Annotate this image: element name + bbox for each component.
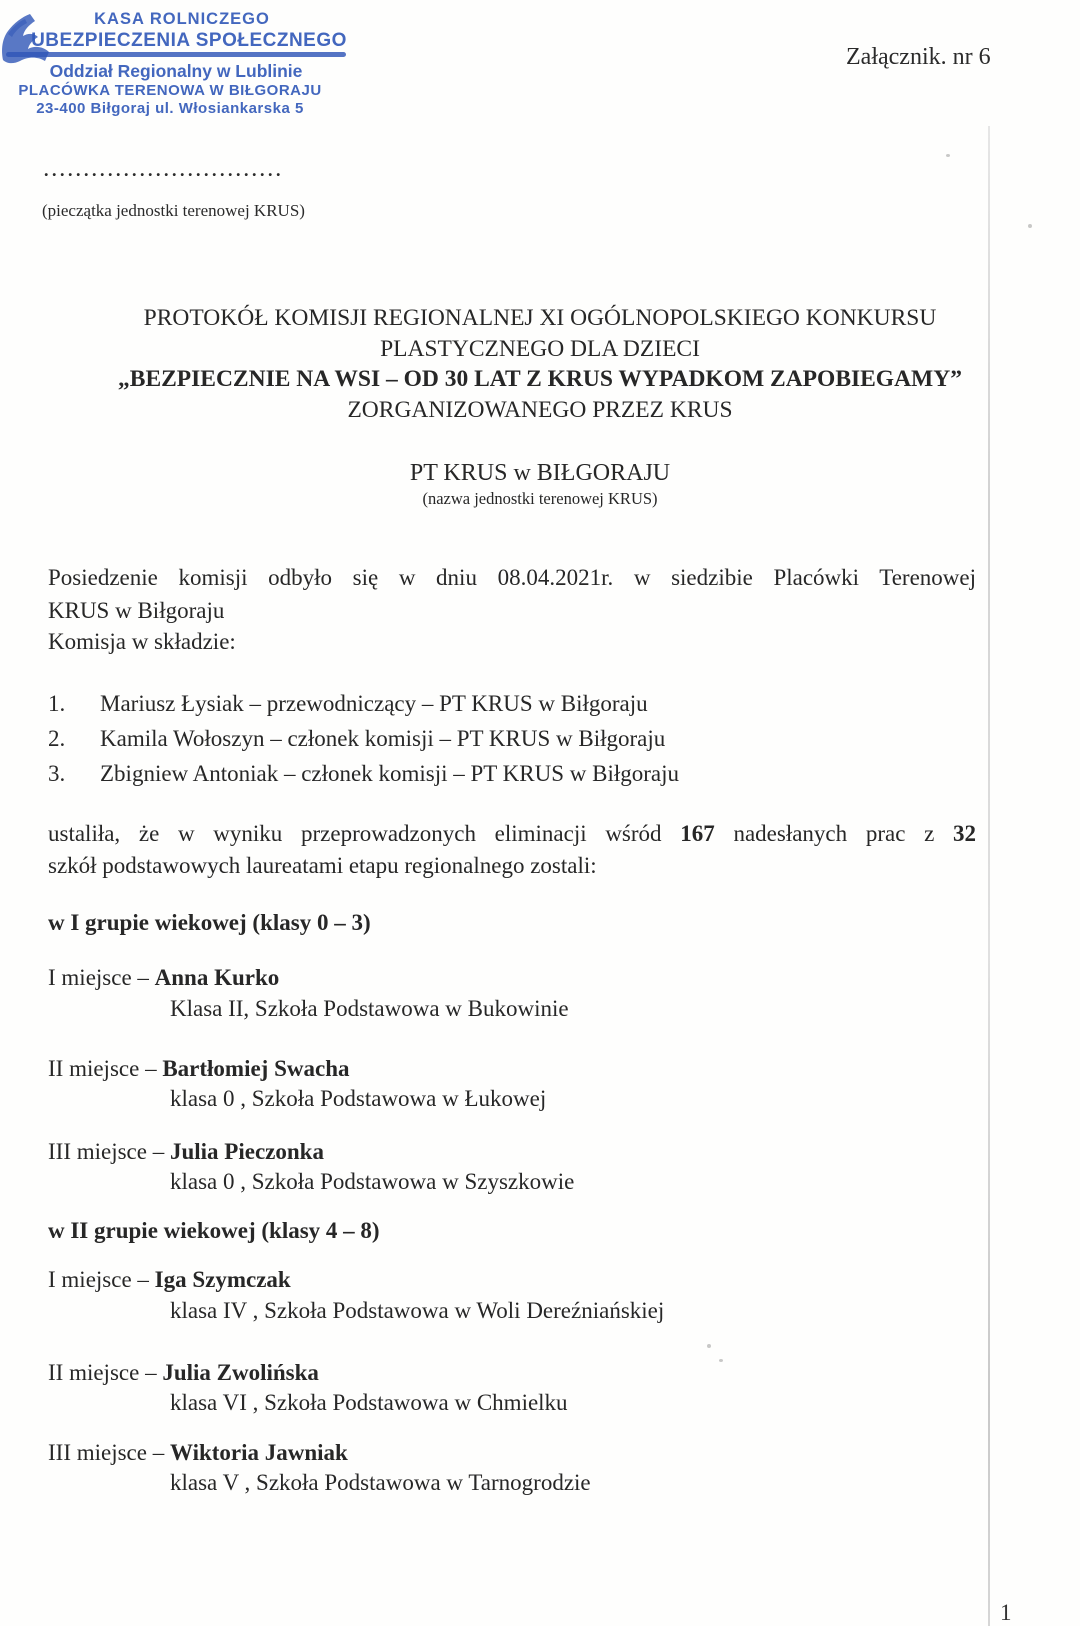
winner-school: klasa IV , Szkoła Podstawowa w Woli Dereźniańskiej bbox=[170, 1298, 665, 1323]
stamp-address-line: 23-400 Biłgoraj ul. Włosiankarska 5 bbox=[36, 100, 304, 117]
stamp-caption: (pieczątka jednostki terenowej KRUS) bbox=[42, 201, 305, 220]
committee-member-number: 1. bbox=[48, 691, 66, 716]
stamp-branch-line: Oddział Regionalny w Lublinie bbox=[49, 61, 303, 81]
winner-school: klasa V , Szkoła Podstawowa w Tarnogrodzie bbox=[170, 1470, 591, 1495]
winner-place: III miejsce – bbox=[48, 1440, 165, 1465]
title-line-2: PLASTYCZNEGO DLA DZIECI bbox=[380, 335, 700, 362]
krus-stamp bbox=[0, 6, 370, 126]
winner-place-line bbox=[48, 1360, 319, 1386]
committee-member-text: Mariusz Łysiak – przewodniczący – PT KRUS w Biłgoraju bbox=[100, 691, 648, 716]
meeting-paragraph-line-1: Posiedzenie komisji odbyło się w dniu 08.04.2021r. w siedzibie Placówki Terenowej bbox=[48, 565, 976, 590]
stamp-unit-line: PLACÓWKA TERENOWA W BIŁGORAJU bbox=[18, 82, 322, 99]
winner-place: II miejsce – bbox=[48, 1056, 157, 1081]
winner-school: klasa 0 , Szkoła Podstawowa w Łukowej bbox=[170, 1086, 547, 1111]
group-1-heading: w I grupie wiekowej (klasy 0 – 3) bbox=[48, 910, 371, 935]
meeting-paragraph-line-2: KRUS w Biłgoraju bbox=[48, 598, 225, 623]
stamp-org-line-2: UBEZPIECZENIA SPOŁECZNEGO bbox=[31, 30, 347, 51]
results-text: ustaliła, że w wyniku przeprowadzonych eliminacji wśród bbox=[48, 821, 662, 846]
committee-member-text: Zbigniew Antoniak – członek komisji – PT KRUS w Biłgoraju bbox=[100, 761, 680, 786]
results-paragraph-line-1 bbox=[48, 821, 976, 847]
stamp-underline bbox=[6, 52, 346, 57]
ink-speck bbox=[707, 1344, 711, 1348]
results-paragraph-line-2: szkół podstawowych laureatami etapu regionalnego zostali: bbox=[48, 853, 597, 878]
winner-place: I miejsce – bbox=[48, 965, 149, 990]
stamp-dotted-line: .............................. bbox=[44, 160, 284, 180]
scan-fold-line bbox=[988, 126, 990, 1626]
winner-place: I miejsce – bbox=[48, 1267, 149, 1292]
ink-speck bbox=[719, 1359, 723, 1362]
winner-place-line bbox=[48, 1440, 348, 1466]
committee-member-text: Kamila Wołoszyn – członek komisji – PT KRUS w Biłgoraju bbox=[100, 726, 666, 751]
winner-school: Klasa II, Szkoła Podstawowa w Bukowinie bbox=[170, 996, 569, 1021]
schools-count: 32 bbox=[953, 821, 977, 846]
results-text: nadesłanych prac z bbox=[733, 821, 935, 846]
winner-name: Julia Pieczonka bbox=[169, 1139, 324, 1164]
ink-speck bbox=[1028, 224, 1032, 228]
page-number: 1 bbox=[1000, 1600, 1012, 1625]
meeting-paragraph-line-3: Komisja w składzie: bbox=[48, 629, 236, 654]
winner-place-line bbox=[48, 1139, 324, 1165]
winner-place-line bbox=[48, 1267, 291, 1293]
group-2-heading: w II grupie wiekowej (klasy 4 – 8) bbox=[48, 1218, 380, 1243]
stamp-org-line-1: KASA ROLNICZEGO bbox=[94, 10, 270, 28]
winner-name: Bartłomiej Swacha bbox=[162, 1056, 350, 1081]
winner-place-line bbox=[48, 1056, 350, 1082]
attachment-label: Załącznik. nr 6 bbox=[846, 44, 991, 70]
document-title bbox=[40, 303, 1040, 425]
committee-member-row bbox=[48, 761, 978, 787]
winner-name: Iga Szymczak bbox=[154, 1267, 291, 1292]
committee-member-row bbox=[48, 726, 978, 752]
winner-name: Anna Kurko bbox=[154, 965, 280, 990]
title-line-3: „BEZPIECZNIE NA WSI – OD 30 LAT Z KRUS WYPADKOM ZAPOBIEGAMY” bbox=[118, 366, 962, 392]
winner-name: Julia Zwolińska bbox=[162, 1360, 319, 1385]
unit-name-caption: (nazwa jednostki terenowej KRUS) bbox=[422, 489, 658, 508]
title-line-4: ZORGANIZOWANEGO PRZEZ KRUS bbox=[347, 396, 733, 423]
winner-school: klasa VI , Szkoła Podstawowa w Chmielku bbox=[170, 1390, 568, 1415]
committee-member-number: 3. bbox=[48, 761, 66, 786]
winner-school: klasa 0 , Szkoła Podstawowa w Szyszkowie bbox=[170, 1169, 575, 1194]
committee-member-number: 2. bbox=[48, 726, 66, 751]
winner-place-line bbox=[48, 965, 279, 991]
winner-place: III miejsce – bbox=[48, 1139, 165, 1164]
winner-name: Wiktoria Jawniak bbox=[169, 1440, 348, 1465]
unit-name: PT KRUS w BIŁGORAJU bbox=[409, 460, 671, 486]
committee-member-row bbox=[48, 691, 978, 717]
ink-speck bbox=[946, 154, 950, 157]
works-count: 167 bbox=[680, 821, 715, 846]
winner-place: II miejsce – bbox=[48, 1360, 157, 1385]
title-line-1: PROTOKÓŁ KOMISJI REGIONALNEJ XI OGÓLNOPOLSKIEGO KONKURSU bbox=[143, 305, 937, 331]
